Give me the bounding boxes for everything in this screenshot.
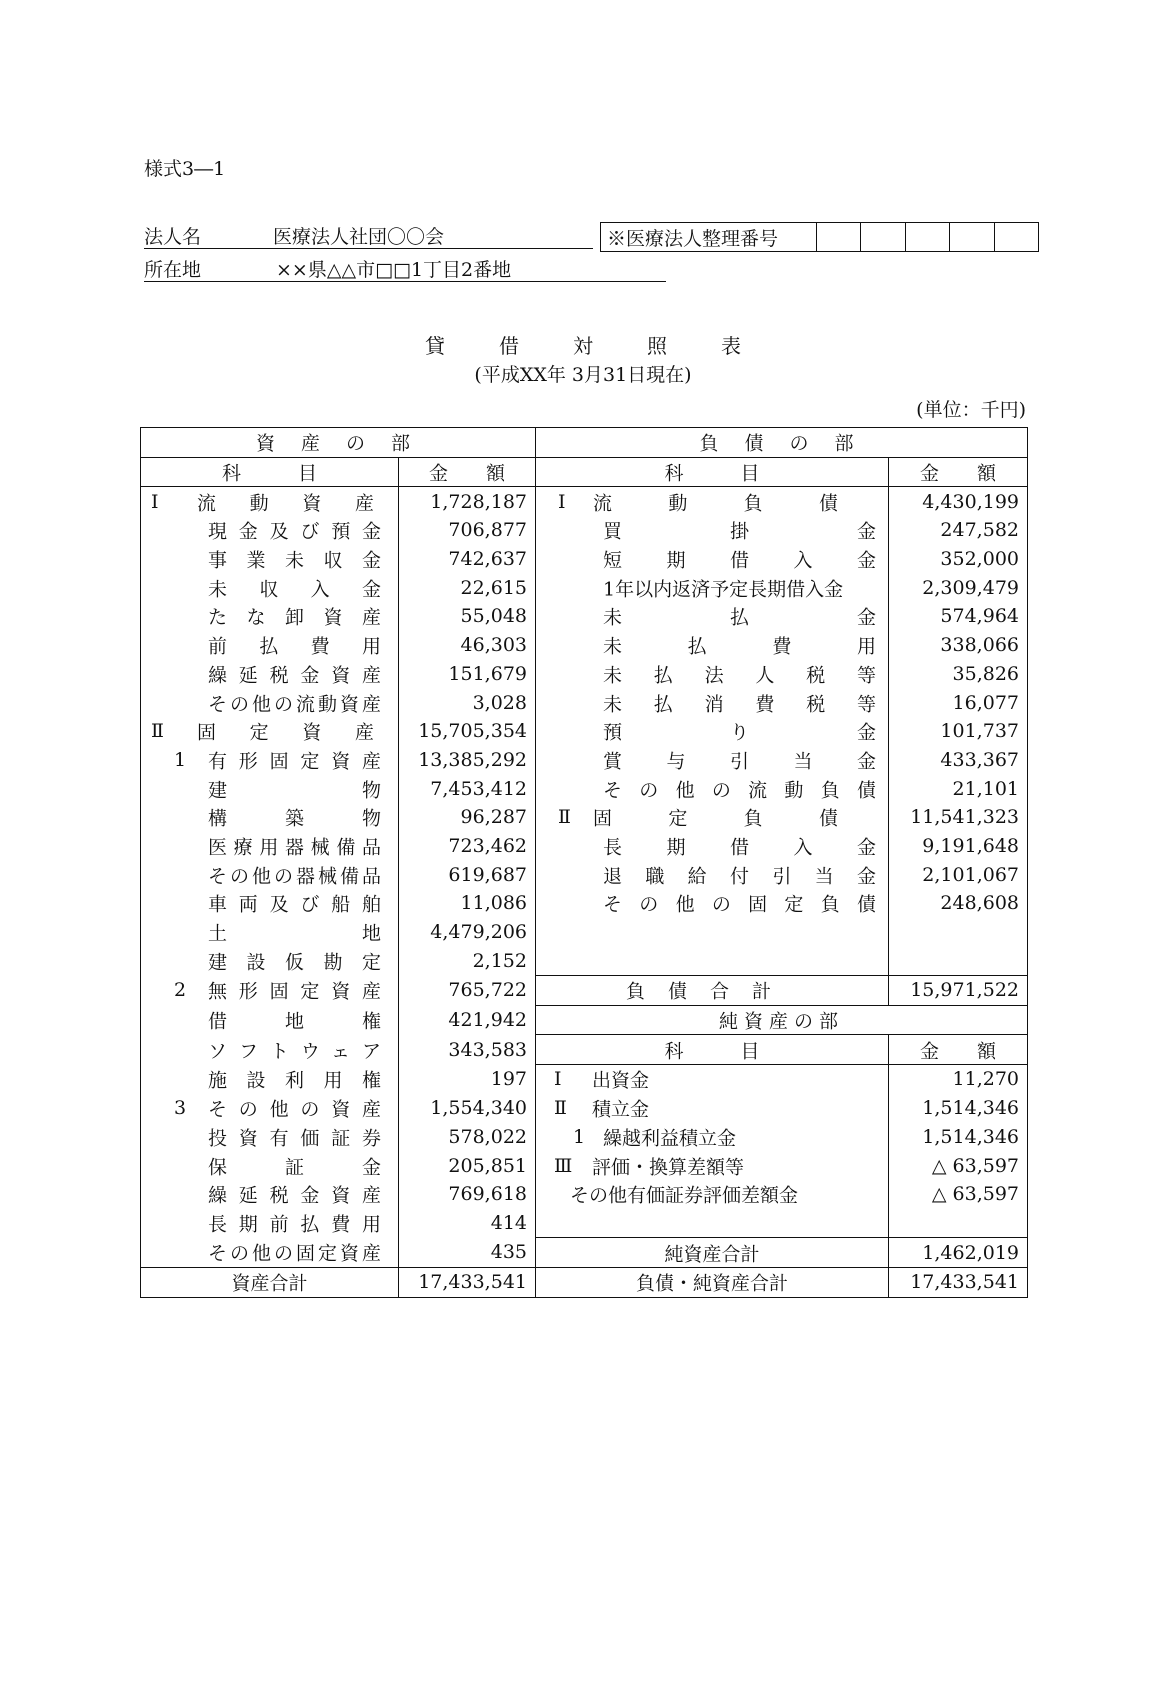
item-number: 3: [174, 1097, 187, 1120]
liability-amount-cell: [889, 487, 1028, 516]
asset-item-cell: [141, 487, 399, 516]
net-asset-item-cell: [536, 1151, 889, 1180]
item-label: 積立金: [592, 1098, 650, 1121]
asset-item-cell: [141, 774, 399, 803]
amount-value: 414: [490, 1212, 527, 1235]
document-title: [0, 330, 1166, 359]
item-label: 預り金: [603, 721, 876, 744]
item-label: 建設仮勘定: [208, 951, 381, 974]
net-asset-item-cell: [536, 1065, 889, 1094]
item-label: 投資有価証券: [208, 1127, 381, 1150]
amount-value: 1,514,346: [922, 1125, 1019, 1148]
item-label: ソフトウェア: [208, 1040, 381, 1063]
asset-amount-cell: [399, 1065, 536, 1094]
title-char: 表: [721, 334, 741, 358]
reg-number-cell[interactable]: [817, 223, 861, 251]
liability-item-cell: [536, 717, 889, 746]
item-label: 借地権: [208, 1010, 381, 1033]
amount-value: 723,462: [448, 834, 527, 857]
asset-amount-cell: [399, 545, 536, 574]
liability-item-header: [536, 457, 889, 487]
liability-item-cell: [536, 860, 889, 889]
amount-value: 338,066: [940, 634, 1019, 657]
reg-number-box: [600, 222, 1039, 252]
net-asset-amount-cell: [889, 1151, 1028, 1180]
amount-value: 13,385,292: [418, 748, 527, 771]
item-label: 評価・換算差額等: [592, 1156, 745, 1179]
assets-total-label-cell: [141, 1267, 399, 1297]
table-row: [141, 1151, 1028, 1180]
asset-item-cell: [141, 1209, 399, 1238]
title-char: 貸: [425, 334, 445, 358]
liability-item-cell: [536, 545, 889, 574]
asset-amount-cell: [399, 803, 536, 832]
asset-item-cell: [141, 918, 399, 947]
asset-amount-cell: [399, 573, 536, 602]
asset-item-cell: [141, 1238, 399, 1268]
asset-item-cell: [141, 860, 399, 889]
table-row: [141, 746, 1028, 775]
amount-value: 4,430,199: [922, 490, 1019, 513]
form-id: 様式3―1: [144, 158, 226, 180]
amount-value: 769,618: [448, 1183, 527, 1206]
liability-item-cell: [536, 602, 889, 631]
table-row: [141, 946, 1028, 975]
net-amount-header: [889, 1035, 1028, 1065]
asset-amount-cell: [399, 774, 536, 803]
item-label: 施設利用権: [208, 1069, 381, 1092]
table-row: [141, 1180, 1028, 1209]
address-underline: [144, 281, 666, 282]
amount-value: 11,270: [952, 1068, 1019, 1091]
item-label: 流動負債: [593, 492, 838, 515]
net-asset-item-cell: [536, 1123, 889, 1152]
item-label: その他の流動負債: [603, 779, 876, 802]
liability-item-cell: [536, 803, 889, 832]
amount-value: 2,152: [472, 949, 527, 972]
amount-value: 433,367: [940, 748, 1019, 771]
table-row: [141, 717, 1028, 746]
net-assets-section-title: 純資産の部: [718, 1010, 844, 1033]
table-row: [141, 976, 1028, 1006]
item-label: 事業未収金: [208, 549, 381, 572]
item-number: Ⅱ: [554, 1097, 567, 1120]
table-row: [141, 602, 1028, 631]
item-label: 固定負債: [593, 807, 838, 830]
asset-item-cell: [141, 1094, 399, 1123]
corp-name-underline: [144, 248, 593, 249]
liabilities-total-label-cell: [536, 976, 889, 1006]
asset-item-cell: [141, 688, 399, 717]
item-label: 未払法人税等: [603, 664, 876, 687]
item-number: Ⅲ: [554, 1154, 573, 1177]
liability-amount-cell: [889, 545, 1028, 574]
liabilities-total-amount-cell: [889, 976, 1028, 1006]
amount-value: 205,851: [448, 1154, 527, 1177]
grand-total-row: [141, 1267, 1028, 1297]
asset-amount-cell: [399, 631, 536, 660]
liability-item-cell: [536, 746, 889, 775]
liabilities-section-header: [536, 428, 1028, 458]
liability-item-cell: [536, 889, 889, 918]
asset-item-cell: [141, 602, 399, 631]
asset-item-cell: [141, 946, 399, 975]
table-row: [141, 660, 1028, 689]
table-row: [141, 1094, 1028, 1123]
amount-value: 435: [490, 1241, 527, 1264]
liabilities-section-title: 負 債 の 部: [699, 432, 864, 455]
asset-amount-cell: [399, 688, 536, 717]
item-label: 現金及び預金: [208, 520, 381, 543]
table-row: [141, 688, 1028, 717]
asset-amount-cell: [399, 717, 536, 746]
amount-value: 22,615: [460, 576, 527, 599]
item-label: 繰延税金資産: [208, 664, 381, 687]
item-number: Ⅱ: [558, 806, 571, 829]
item-label: 賞与引当金: [603, 750, 876, 773]
asset-item-cell: [141, 717, 399, 746]
liability-item-cell: [536, 918, 889, 947]
asset-amount-cell: [399, 1180, 536, 1209]
table-row: [141, 545, 1028, 574]
asset-item-header-label: 科 目: [221, 462, 317, 485]
liability-amount-cell: [889, 602, 1028, 631]
liability-amount-cell: [889, 803, 1028, 832]
asset-amount-cell: [399, 1035, 536, 1065]
asset-item-cell: [141, 660, 399, 689]
net-assets-section-header: [536, 1005, 1028, 1035]
corp-name-label: 法人名: [144, 226, 202, 248]
item-label: 長期前払費用: [208, 1213, 381, 1236]
liability-item-header-label: 科 目: [664, 462, 760, 485]
reg-number-cell[interactable]: [950, 223, 994, 251]
title-char: 照: [647, 334, 667, 358]
table-row: [141, 860, 1028, 889]
item-label: その他の資産: [208, 1098, 381, 1121]
asset-amount-cell: [399, 1209, 536, 1238]
as-of-date: (平成XX年 3月31日現在): [474, 364, 692, 386]
liability-amount-header: [889, 457, 1028, 487]
item-label: 未収入金: [208, 578, 381, 601]
asset-item-cell: [141, 573, 399, 602]
item-label: 無形固定資産: [208, 980, 381, 1003]
amount-value: 343,583: [448, 1038, 527, 1061]
asset-amount-cell: [399, 832, 536, 861]
item-label: 土地: [208, 922, 381, 945]
amount-value: 706,877: [448, 519, 527, 542]
address-label: 所在地: [144, 259, 202, 281]
amount-value: △ 63,597: [931, 1183, 1019, 1206]
item-label: 車両及び船舶: [208, 893, 381, 916]
amount-value: 101,737: [940, 720, 1019, 743]
asset-item-cell: [141, 832, 399, 861]
item-label: 長期借入金: [603, 836, 876, 859]
net-asset-amount-cell: [889, 1094, 1028, 1123]
amount-value: 352,000: [940, 548, 1019, 571]
net-assets-total-amount-cell: [889, 1238, 1028, 1268]
amount-value: 3,028: [472, 691, 527, 714]
assets-total-label: 資産合計: [231, 1272, 308, 1295]
item-number: Ⅰ: [151, 490, 159, 513]
item-label: 保証金: [208, 1156, 381, 1179]
amount-value: 9,191,648: [922, 834, 1019, 857]
table-row: [141, 1065, 1028, 1094]
amount-value: 55,048: [460, 605, 527, 628]
asset-item-cell: [141, 1005, 399, 1035]
asset-amount-cell: [399, 746, 536, 775]
asset-item-cell: [141, 545, 399, 574]
item-label: その他の流動資産: [208, 693, 381, 716]
amount-value: 35,826: [952, 662, 1019, 685]
net-item-header-label: 科 目: [664, 1040, 760, 1063]
asset-amount-cell: [399, 860, 536, 889]
table-row: [141, 889, 1028, 918]
unit-label: (単位：千円): [916, 399, 1026, 421]
table-row: [141, 774, 1028, 803]
liability-amount-header-label: 金 額: [919, 462, 996, 485]
asset-item-cell: [141, 516, 399, 545]
assets-section-title: 資 産 の 部: [255, 432, 421, 455]
amount-value: 578,022: [448, 1125, 527, 1148]
amount-value: 574,964: [940, 605, 1019, 628]
amount-value: 21,101: [952, 777, 1019, 800]
asset-item-cell: [141, 746, 399, 775]
table-row: [141, 631, 1028, 660]
liability-item-cell: [536, 573, 889, 602]
asset-amount-cell: [399, 946, 536, 975]
item-label: 有形固定資産: [208, 750, 381, 773]
item-label: その他の固定負債: [603, 893, 876, 916]
asset-amount-cell: [399, 1238, 536, 1268]
table-row: [141, 1209, 1028, 1238]
reg-number-cell[interactable]: [906, 223, 950, 251]
amount-value: 247,582: [940, 519, 1019, 542]
asset-amount-cell: [399, 1094, 536, 1123]
amount-value: 1,514,346: [922, 1097, 1019, 1120]
asset-amount-header-label: 金 額: [428, 462, 505, 485]
amount-value: 2,101,067: [922, 863, 1019, 886]
amount-value: 1,554,340: [430, 1097, 527, 1120]
item-number: 1: [573, 1125, 586, 1148]
liability-item-cell: [536, 946, 889, 975]
asset-item-cell: [141, 1035, 399, 1065]
asset-amount-cell: [399, 602, 536, 631]
liability-item-cell: [536, 631, 889, 660]
section-header-row: [141, 428, 1028, 458]
liability-item-cell: [536, 660, 889, 689]
asset-item-cell: [141, 976, 399, 1006]
amount-value: 421,942: [448, 1009, 527, 1032]
asset-amount-cell: [399, 487, 536, 516]
liability-amount-cell: [889, 860, 1028, 889]
item-label: 未払金: [603, 606, 876, 629]
reg-number-cell[interactable]: [861, 223, 905, 251]
amount-value: 1,728,187: [430, 490, 527, 513]
item-number: 1: [174, 748, 187, 771]
liability-item-cell: [536, 832, 889, 861]
item-label: 繰越利益積立金: [603, 1127, 737, 1150]
liab-net-total-amount-cell: [889, 1267, 1028, 1297]
table-row: [141, 487, 1028, 516]
item-label: 医療用器械備品: [208, 836, 381, 859]
asset-amount-cell: [399, 918, 536, 947]
amount-value: 2,309,479: [922, 576, 1019, 599]
liability-item-cell: [536, 487, 889, 516]
table-row: [141, 918, 1028, 947]
liability-amount-cell: [889, 946, 1028, 975]
item-label: 買掛金: [603, 520, 876, 543]
asset-amount-cell: [399, 889, 536, 918]
amount-value: △ 63,597: [931, 1154, 1019, 1177]
amount-value: 96,287: [460, 806, 527, 829]
amount-value: 151,679: [448, 662, 527, 685]
asset-amount-cell: [399, 976, 536, 1006]
amount-value: 16,077: [952, 691, 1019, 714]
liability-item-cell: [536, 688, 889, 717]
item-label: 未払費用: [603, 635, 876, 658]
liability-amount-cell: [889, 660, 1028, 689]
asset-item-header: [141, 457, 399, 487]
liability-amount-cell: [889, 688, 1028, 717]
liabilities-total-label: 負債合計: [626, 980, 771, 1003]
item-label: その他有価証券評価差額金: [570, 1184, 799, 1207]
item-label: 流動資産: [197, 492, 374, 515]
liability-item-cell: [536, 516, 889, 545]
title-char: 対: [573, 334, 593, 358]
item-number: 2: [174, 979, 187, 1002]
net-asset-amount-cell: [889, 1123, 1028, 1152]
asset-item-cell: [141, 1180, 399, 1209]
amount-value: 17,433,541: [418, 1271, 527, 1294]
net-asset-amount-cell: [889, 1209, 1028, 1238]
assets-total-amount-cell: [399, 1267, 536, 1297]
asset-amount-cell: [399, 660, 536, 689]
net-asset-item-cell: [536, 1094, 889, 1123]
liability-amount-cell: [889, 918, 1028, 947]
liability-amount-cell: [889, 774, 1028, 803]
item-label: 1年以内返済予定長期借入金: [603, 578, 844, 601]
item-label: 退職給付引当金: [603, 865, 876, 888]
amount-value: 15,705,354: [418, 720, 527, 743]
amount-value: 1,462,019: [922, 1241, 1019, 1264]
table-row: [141, 1005, 1028, 1035]
title-char: 借: [499, 334, 519, 358]
liability-amount-cell: [889, 573, 1028, 602]
address-value: ××県△△市□□1丁目2番地: [276, 259, 512, 281]
amount-value: 619,687: [448, 863, 527, 886]
table-row: [141, 803, 1028, 832]
item-label: 出資金: [592, 1069, 650, 1092]
amount-value: 765,722: [448, 979, 527, 1002]
asset-item-cell: [141, 889, 399, 918]
asset-amount-cell: [399, 516, 536, 545]
column-header-row: [141, 457, 1028, 487]
asset-item-cell: [141, 1065, 399, 1094]
table-row: [141, 1123, 1028, 1152]
table-row: [141, 516, 1028, 545]
liability-amount-cell: [889, 516, 1028, 545]
amount-value: 46,303: [460, 634, 527, 657]
item-label: 短期借入金: [603, 549, 876, 572]
table-row: [141, 832, 1028, 861]
asset-amount-cell: [399, 1005, 536, 1035]
item-label: その他の器械備品: [208, 865, 381, 888]
asset-item-cell: [141, 1123, 399, 1152]
liability-amount-cell: [889, 889, 1028, 918]
amount-value: 248,608: [940, 892, 1019, 915]
item-label: 未払消費税等: [603, 693, 876, 716]
item-label: 繰延税金資産: [208, 1184, 381, 1207]
item-label: 前払費用: [208, 635, 381, 658]
net-item-header: [536, 1035, 889, 1065]
amount-value: 11,541,323: [910, 806, 1019, 829]
amount-value: 11,086: [460, 892, 527, 915]
amount-value: 197: [490, 1068, 527, 1091]
amount-value: 7,453,412: [430, 777, 527, 800]
amount-value: 4,479,206: [430, 921, 527, 944]
liability-item-cell: [536, 774, 889, 803]
item-number: Ⅱ: [151, 720, 164, 743]
amount-value: 17,433,541: [910, 1271, 1019, 1294]
net-amount-header-label: 金 額: [919, 1040, 996, 1063]
item-label: 固定資産: [197, 721, 374, 744]
liability-amount-cell: [889, 832, 1028, 861]
net-assets-total-label: 純資産合計: [664, 1243, 760, 1266]
net-asset-amount-cell: [889, 1065, 1028, 1094]
liab-net-total-label-cell: [536, 1267, 889, 1297]
net-asset-amount-cell: [889, 1180, 1028, 1209]
corp-name-value: 医療法人社団〇〇会: [273, 226, 445, 248]
liability-amount-cell: [889, 746, 1028, 775]
table-row: [141, 573, 1028, 602]
balance-sheet-table: [140, 427, 1028, 1298]
asset-item-cell: [141, 631, 399, 660]
amount-value: 742,637: [448, 548, 527, 571]
item-label: たな卸資産: [208, 606, 381, 629]
item-number: Ⅰ: [558, 490, 566, 513]
table-row: [141, 1035, 1028, 1065]
table-row: [141, 1238, 1028, 1268]
net-asset-item-cell: [536, 1180, 889, 1209]
net-asset-item-cell: [536, 1209, 889, 1238]
liability-amount-cell: [889, 717, 1028, 746]
item-label: 建物: [208, 779, 381, 802]
liab-net-total-label: 負債・純資産合計: [635, 1272, 788, 1295]
asset-amount-header: [399, 457, 536, 487]
net-assets-total-label-cell: [536, 1238, 889, 1268]
reg-number-cell[interactable]: [995, 223, 1038, 251]
item-label: その他の固定資産: [208, 1242, 381, 1265]
asset-amount-cell: [399, 1123, 536, 1152]
liability-amount-cell: [889, 631, 1028, 660]
amount-value: 15,971,522: [910, 979, 1019, 1002]
asset-item-cell: [141, 803, 399, 832]
item-label: 構築物: [208, 807, 381, 830]
reg-number-label: ※医療法人整理番号: [601, 223, 817, 251]
asset-amount-cell: [399, 1151, 536, 1180]
asset-item-cell: [141, 1151, 399, 1180]
assets-section-header: [141, 428, 536, 458]
item-number: Ⅰ: [554, 1068, 562, 1091]
